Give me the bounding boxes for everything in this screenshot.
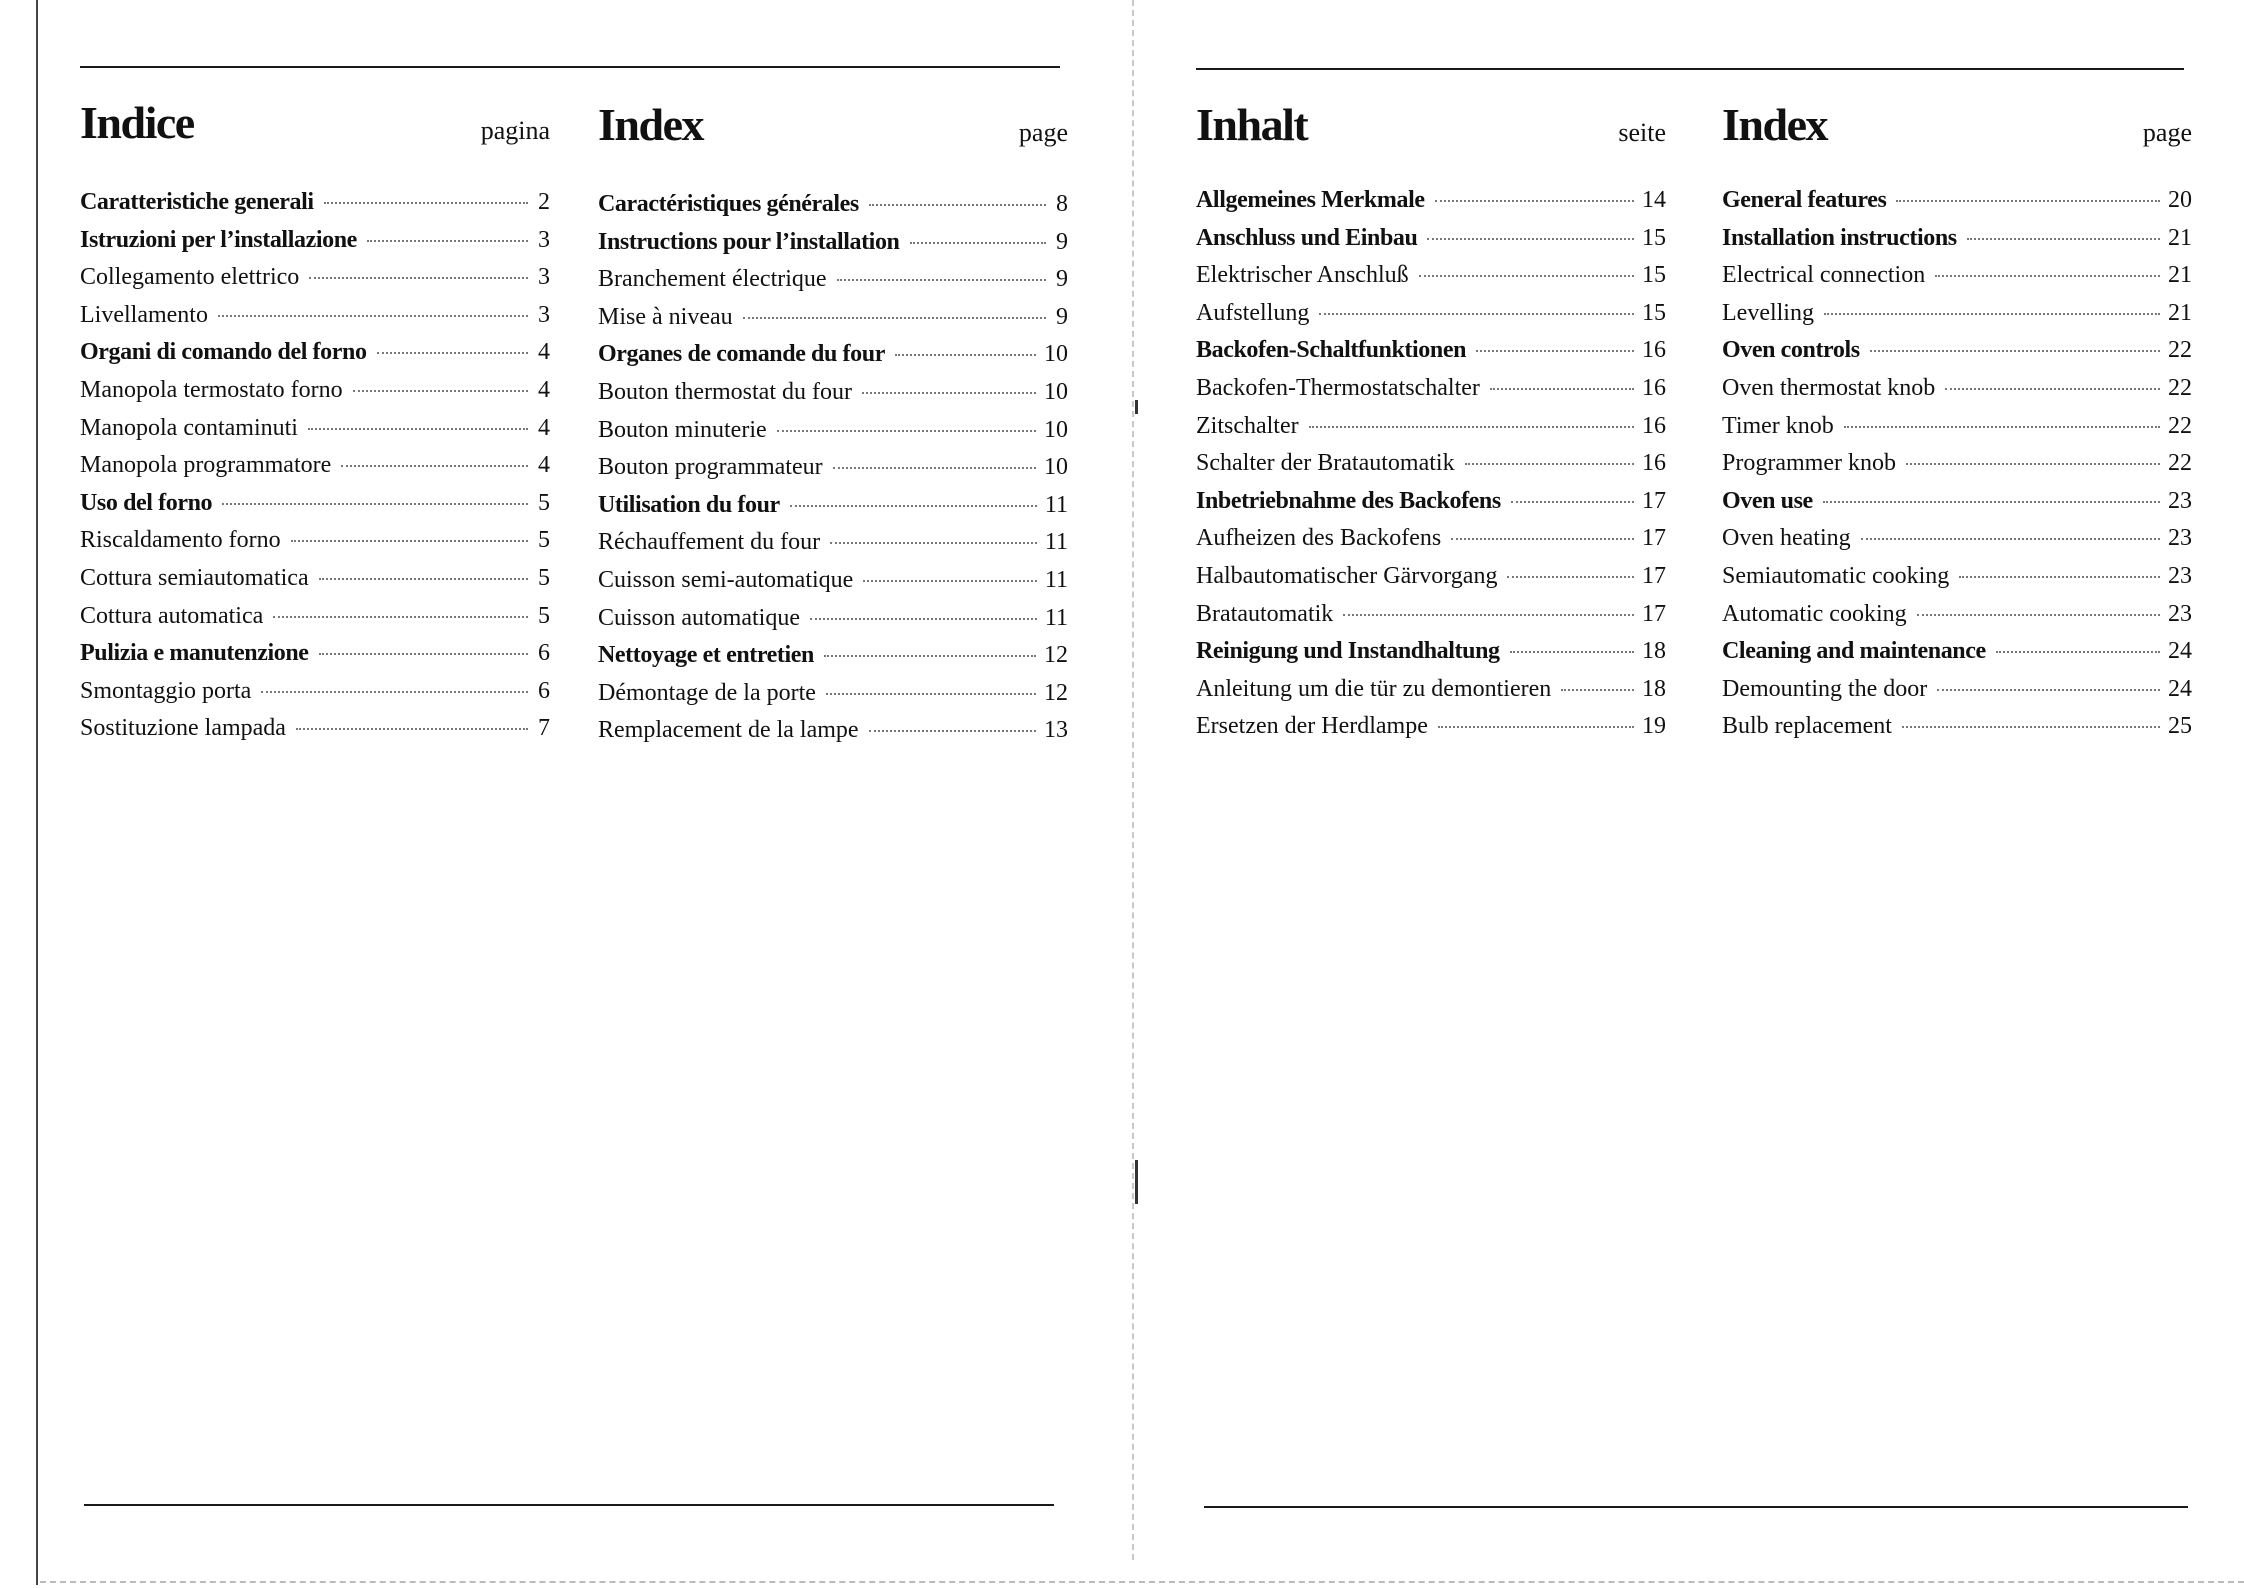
toc-entry-label: Organi di comando del forno	[80, 339, 367, 366]
dot-leader	[261, 691, 528, 693]
toc-entry	[1196, 445, 1666, 483]
toc-entry	[1722, 520, 2192, 558]
section-header	[598, 68, 1068, 148]
section-title: Index	[598, 99, 703, 150]
dot-leader	[1435, 200, 1634, 202]
toc-entry	[1722, 408, 2192, 446]
dot-leader	[1438, 726, 1634, 728]
toc-entry	[1722, 220, 2192, 258]
toc-entry	[1196, 558, 1666, 596]
toc-entry-page: 19	[1642, 713, 1666, 740]
toc-entry	[598, 637, 1068, 675]
scan-bottom-edge	[40, 1581, 2244, 1583]
toc-entry	[598, 336, 1068, 374]
toc-entry-page: 9	[1056, 266, 1068, 293]
toc-entry-page: 5	[538, 564, 550, 591]
toc-entry-label: Backofen-Schaltfunktionen	[1196, 337, 1467, 364]
dot-leader	[1319, 313, 1634, 315]
dot-leader	[1844, 426, 2160, 428]
page-column-label: pagina	[480, 116, 550, 145]
toc-entry-label: Levelling	[1722, 299, 1814, 326]
index-section-english	[1722, 68, 2192, 746]
toc-entry-page: 21	[2168, 224, 2192, 251]
dot-leader	[291, 540, 528, 542]
toc-entry	[598, 412, 1068, 450]
dot-leader	[353, 390, 528, 392]
toc-entry	[598, 224, 1068, 262]
toc-entry-label: Cleaning and maintenance	[1722, 638, 1986, 665]
section-title: Index	[1722, 99, 1827, 150]
toc-entry-label: Sostituzione lampada	[80, 715, 286, 742]
toc-entry	[1196, 633, 1666, 671]
toc-entry	[1196, 182, 1666, 220]
toc-entry-page: 5	[538, 489, 550, 516]
dot-leader	[308, 428, 528, 430]
toc-entry	[1722, 558, 2192, 596]
toc-entry	[1196, 483, 1666, 521]
toc-entry	[1722, 445, 2192, 483]
dot-leader	[341, 465, 528, 467]
toc-entry-page: 24	[2168, 638, 2192, 665]
toc-entry	[1196, 257, 1666, 295]
toc-entry	[1196, 408, 1666, 446]
toc-entry-page: 18	[1642, 675, 1666, 702]
toc-entry-page: 25	[2168, 713, 2192, 740]
toc-entry-label: Cottura semiautomatica	[80, 564, 309, 591]
toc-entry-page: 2	[538, 189, 550, 215]
toc-entry-label: Remplacement de la lampe	[598, 717, 859, 744]
dot-leader	[1561, 689, 1634, 691]
dot-leader	[869, 730, 1036, 732]
toc-entry-page: 11	[1044, 529, 1068, 556]
section-header	[1722, 68, 2192, 148]
toc-entry-label: Cuisson automatique	[598, 604, 800, 631]
dot-leader	[1870, 350, 2160, 352]
dot-leader	[1824, 313, 2160, 315]
page-column-label: page	[2142, 118, 2192, 147]
toc-entry-page: 6	[538, 677, 550, 704]
toc-entry	[598, 487, 1068, 525]
dot-leader	[810, 618, 1037, 620]
dot-leader	[1917, 614, 2160, 616]
toc-entry-page: 3	[538, 226, 550, 253]
toc-entry	[598, 261, 1068, 299]
toc-entry	[80, 410, 550, 448]
toc-entry	[1722, 633, 2192, 671]
toc-entry-label: Organes de comande du four	[598, 341, 885, 368]
toc-entry-page: 22	[2168, 337, 2192, 364]
toc-entry	[598, 675, 1068, 713]
dot-leader	[1823, 501, 2160, 503]
dot-leader	[1511, 501, 1634, 503]
toc-list	[1722, 182, 2192, 746]
toc-list	[1196, 182, 1666, 746]
toc-entry	[80, 259, 550, 297]
toc-entry	[1196, 596, 1666, 634]
toc-entry-page: 13	[1044, 717, 1068, 744]
toc-entry	[80, 710, 550, 748]
dot-leader	[862, 392, 1036, 394]
dot-leader	[218, 315, 528, 317]
bottom-rule-right	[1204, 1506, 2188, 1508]
toc-entry-label: Démontage de la porte	[598, 679, 816, 706]
toc-entry	[1722, 370, 2192, 408]
toc-entry-page: 15	[1642, 224, 1666, 251]
toc-entry-page: 4	[538, 376, 550, 403]
toc-entry-page: 12	[1044, 679, 1068, 706]
toc-entry	[80, 222, 550, 260]
toc-entry	[598, 374, 1068, 412]
toc-entry	[598, 524, 1068, 562]
dot-leader	[826, 693, 1036, 695]
toc-entry	[1722, 295, 2192, 333]
toc-entry-page: 7	[538, 715, 550, 742]
dot-leader	[319, 578, 528, 580]
dot-leader	[1937, 689, 2160, 691]
toc-entry	[1196, 708, 1666, 746]
dot-leader	[824, 655, 1036, 657]
fold-mark	[1135, 400, 1138, 414]
section-header	[80, 66, 550, 146]
toc-entry-label: Réchauffement du four	[598, 529, 821, 556]
toc-entry-page: 11	[1044, 604, 1068, 631]
toc-entry	[598, 299, 1068, 337]
toc-entry	[1196, 671, 1666, 709]
toc-entry-label: Halbautomatischer Gärvorgang	[1196, 562, 1498, 589]
toc-entry-label: Cuisson semi-automatique	[598, 566, 854, 593]
toc-entry-page: 6	[538, 640, 550, 667]
toc-entry-page: 11	[1044, 491, 1068, 518]
toc-entry	[598, 600, 1068, 638]
toc-entry-page: 22	[2168, 450, 2192, 477]
toc-entry	[1722, 182, 2192, 220]
toc-entry-page: 21	[2168, 299, 2192, 326]
dot-leader	[790, 505, 1037, 507]
toc-entry-page: 23	[2168, 525, 2192, 552]
toc-entry-page: 23	[2168, 562, 2192, 589]
toc-entry-label: Oven controls	[1722, 337, 1860, 364]
toc-entry-label: Cottura automatica	[80, 602, 264, 629]
dot-leader	[1906, 463, 2160, 465]
toc-entry-label: Branchement électrique	[598, 266, 827, 293]
toc-entry-page: 9	[1056, 228, 1068, 255]
toc-entry	[1196, 220, 1666, 258]
toc-entry-label: Bratautomatik	[1196, 600, 1334, 627]
dot-leader	[869, 204, 1046, 206]
dot-leader	[1996, 651, 2160, 653]
toc-entry	[80, 297, 550, 335]
toc-entry-page: 17	[1642, 600, 1666, 627]
toc-entry-page: 14	[1642, 187, 1666, 213]
toc-entry-label: Bouton programmateur	[598, 454, 823, 481]
dot-leader	[1861, 538, 2160, 540]
toc-entry-page: 4	[538, 339, 550, 366]
toc-entry	[598, 562, 1068, 600]
toc-entry	[80, 673, 550, 711]
toc-entry-label: Elektrischer Anschluß	[1196, 262, 1409, 289]
dot-leader	[1476, 350, 1634, 352]
dot-leader	[1945, 388, 2160, 390]
toc-entry-label: Ersetzen der Herdlampe	[1196, 713, 1428, 740]
dot-leader	[367, 240, 528, 242]
toc-entry-page: 21	[2168, 262, 2192, 289]
dot-leader	[1967, 238, 2160, 240]
dot-leader	[1507, 576, 1634, 578]
toc-entry-label: Instructions pour l’installation	[598, 228, 900, 255]
toc-entry-page: 10	[1044, 378, 1068, 405]
toc-entry-page: 16	[1642, 374, 1666, 401]
dot-leader	[1490, 388, 1634, 390]
toc-entry-label: Mise à niveau	[598, 303, 733, 330]
toc-entry-label: Demounting the door	[1722, 675, 1928, 702]
toc-entry-page: 3	[538, 301, 550, 328]
dot-leader	[1427, 238, 1634, 240]
dot-leader	[1343, 614, 1634, 616]
toc-entry-page: 20	[2168, 187, 2192, 213]
toc-entry-label: Uso del forno	[80, 489, 213, 516]
toc-entry-page: 17	[1642, 525, 1666, 552]
toc-entry	[1722, 257, 2192, 295]
dot-leader	[1451, 538, 1634, 540]
index-section-italian	[80, 66, 550, 748]
toc-entry-page: 5	[538, 527, 550, 554]
dot-leader	[1465, 463, 1634, 465]
index-section-french	[598, 68, 1068, 750]
dot-leader	[1935, 275, 2160, 277]
dot-leader	[309, 277, 528, 279]
page-column-label: page	[1018, 118, 1068, 147]
toc-entry-label: Aufstellung	[1196, 299, 1310, 326]
dot-leader	[895, 354, 1036, 356]
index-section-german	[1196, 68, 1666, 746]
toc-entry	[598, 712, 1068, 750]
dot-leader	[1510, 651, 1634, 653]
toc-entry	[1722, 483, 2192, 521]
toc-entry-page: 22	[2168, 412, 2192, 439]
toc-entry	[1722, 596, 2192, 634]
toc-entry-label: Zitschalter	[1196, 412, 1299, 439]
page-column-label: seite	[1618, 118, 1666, 147]
toc-entry-page: 23	[2168, 487, 2192, 514]
dot-leader	[837, 279, 1046, 281]
toc-entry-page: 12	[1044, 642, 1068, 669]
toc-entry-page: 4	[538, 452, 550, 479]
dot-leader	[1902, 726, 2160, 728]
toc-entry-label: Electrical connection	[1722, 262, 1926, 289]
toc-entry	[80, 522, 550, 560]
toc-entry-page: 15	[1642, 299, 1666, 326]
toc-entry-page: 3	[538, 264, 550, 291]
toc-entry-label: Oven thermostat knob	[1722, 374, 1936, 401]
dot-leader	[1309, 426, 1634, 428]
toc-entry	[80, 560, 550, 598]
toc-entry-page: 17	[1642, 562, 1666, 589]
toc-entry	[1196, 520, 1666, 558]
toc-entry-page: 17	[1642, 487, 1666, 514]
toc-entry-label: Anleitung um die tür zu demontieren	[1196, 675, 1552, 702]
toc-entry-label: Collegamento elettrico	[80, 264, 300, 291]
toc-entry-page: 10	[1044, 416, 1068, 443]
toc-entry-page: 9	[1056, 303, 1068, 330]
toc-entry	[598, 186, 1068, 224]
toc-entry-label: Timer knob	[1722, 412, 1834, 439]
dot-leader	[319, 653, 528, 655]
toc-entry	[80, 598, 550, 636]
toc-entry-page: 15	[1642, 262, 1666, 289]
toc-entry-label: Programmer knob	[1722, 450, 1896, 477]
toc-entry-label: Allgemeines Merkmale	[1196, 187, 1425, 213]
toc-entry-label: Automatic cooking	[1722, 600, 1907, 627]
toc-entry-label: Bouton minuterie	[598, 416, 767, 443]
toc-entry-page: 22	[2168, 374, 2192, 401]
toc-entry-label: Manopola programmatore	[80, 452, 332, 479]
toc-entry-page: 24	[2168, 675, 2192, 702]
dot-leader	[743, 317, 1046, 319]
dot-leader	[833, 467, 1036, 469]
section-header	[1196, 68, 1666, 148]
toc-entry-label: Caratteristiche generali	[80, 189, 314, 215]
toc-entry-label: Utilisation du four	[598, 491, 780, 518]
toc-entry-page: 23	[2168, 600, 2192, 627]
toc-entry-page: 4	[538, 414, 550, 441]
toc-entry-label: Bulb replacement	[1722, 713, 1892, 740]
toc-entry-label: Istruzioni per l’installazione	[80, 226, 357, 253]
toc-entry	[80, 334, 550, 372]
fold-mark	[1135, 1160, 1138, 1204]
toc-entry	[80, 447, 550, 485]
toc-entry	[1722, 708, 2192, 746]
toc-entry-page: 16	[1642, 337, 1666, 364]
toc-list	[80, 184, 550, 748]
toc-entry-page: 5	[538, 602, 550, 629]
toc-entry-label: Backofen-Thermostatschalter	[1196, 374, 1480, 401]
scan-left-edge	[36, 0, 38, 1585]
dot-leader	[296, 728, 528, 730]
section-title: Indice	[80, 97, 194, 148]
toc-entry-label: Oven use	[1722, 487, 1813, 514]
toc-entry-label: Reinigung und Instandhaltung	[1196, 638, 1500, 665]
toc-entry-label: Inbetriebnahme des Backofens	[1196, 487, 1501, 514]
toc-entry-label: Smontaggio porta	[80, 677, 252, 704]
toc-entry-page: 18	[1642, 638, 1666, 665]
toc-entry	[80, 372, 550, 410]
toc-entry-label: Aufheizen des Backofens	[1196, 525, 1442, 552]
toc-entry	[80, 184, 550, 222]
dot-leader	[222, 503, 528, 505]
toc-entry	[1722, 671, 2192, 709]
toc-entry-page: 8	[1056, 191, 1068, 217]
toc-entry-label: Livellamento	[80, 301, 208, 328]
toc-entry-label: Anschluss und Einbau	[1196, 224, 1418, 251]
dot-leader	[1896, 200, 2160, 202]
toc-entry-page: 16	[1642, 412, 1666, 439]
toc-entry-page: 16	[1642, 450, 1666, 477]
toc-entry	[1722, 332, 2192, 370]
toc-entry	[1196, 295, 1666, 333]
dot-leader	[1959, 576, 2160, 578]
section-title: Inhalt	[1196, 99, 1308, 150]
toc-entry-label: Schalter der Bratautomatik	[1196, 450, 1455, 477]
toc-entry-label: Nettoyage et entretien	[598, 642, 814, 669]
toc-entry-label: Installation instructions	[1722, 224, 1957, 251]
toc-entry-label: Semiautomatic cooking	[1722, 562, 1950, 589]
toc-entry	[80, 485, 550, 523]
bottom-rule-left	[84, 1504, 1054, 1506]
dot-leader	[863, 580, 1037, 582]
toc-entry	[1196, 370, 1666, 408]
dot-leader	[324, 202, 528, 204]
dot-leader	[377, 352, 528, 354]
toc-entry	[80, 635, 550, 673]
toc-entry-page: 10	[1044, 454, 1068, 481]
dot-leader	[777, 430, 1036, 432]
toc-entry-label: Oven heating	[1722, 525, 1851, 552]
dot-leader	[1419, 275, 1634, 277]
toc-entry-page: 10	[1044, 341, 1068, 368]
dot-leader	[273, 616, 528, 618]
dot-leader	[830, 542, 1037, 544]
toc-entry-label: Caractéristiques générales	[598, 191, 859, 217]
toc-entry-label: General features	[1722, 187, 1887, 213]
toc-entry	[598, 449, 1068, 487]
dot-leader	[910, 242, 1047, 244]
toc-entry-label: Manopola contaminuti	[80, 414, 298, 441]
page-fold	[1132, 0, 1134, 1560]
toc-entry-label: Manopola termostato forno	[80, 376, 343, 403]
toc-entry-page: 11	[1044, 566, 1068, 593]
toc-entry-label: Riscaldamento forno	[80, 527, 281, 554]
toc-list	[598, 186, 1068, 750]
toc-entry-label: Bouton thermostat du four	[598, 378, 852, 405]
toc-entry	[1196, 332, 1666, 370]
toc-entry-label: Pulizia e manutenzione	[80, 640, 309, 667]
